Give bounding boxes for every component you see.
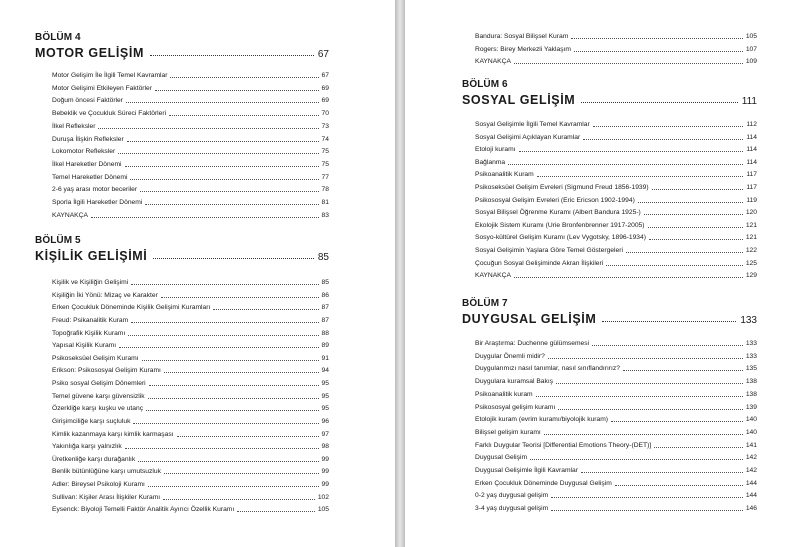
toc-entry-title: Bir Araştırma: Duchenne gülümsemesi [475, 340, 590, 347]
toc-entry[interactable] [475, 339, 757, 348]
toc-entry-page: 133 [745, 352, 757, 360]
toc-entry-title: Sosyal Bilişsel Öğrenme Kuramı (Albert Bandura 1925-) [475, 209, 641, 217]
toc-entry-title: Bağlanma [475, 158, 506, 166]
chapter-title: SOSYAL GELİŞİM [462, 93, 576, 107]
toc-entry[interactable] [52, 109, 329, 118]
toc-entry[interactable] [52, 147, 329, 156]
toc-entry-title: Erken Çocukluk Döneminde Kişilik Gelişimi Kuramları [52, 304, 211, 312]
toc-entry-title: Psikoseksüel Gelişim Kuramı [52, 354, 139, 362]
toc-entry-page: 139 [745, 403, 757, 411]
toc-entry-title: Psiko sosyal Gelişim Dönemleri [52, 380, 146, 388]
toc-entry-title: Psikoanalitik kuram [475, 390, 533, 398]
leader-dots [652, 189, 744, 190]
leader-dots [150, 55, 314, 56]
toc-entry-page: 119 [746, 196, 757, 204]
leader-dots [177, 436, 319, 437]
toc-entry-page: 138 [745, 378, 757, 386]
toc-entry[interactable] [475, 441, 757, 450]
toc-entry-page: 102 [317, 493, 329, 501]
toc-entry-title: Erikson: Psikososyal Gelişim Kuramı [52, 367, 161, 375]
toc-entry[interactable] [52, 442, 329, 451]
toc-entry-page: 74 [321, 135, 329, 143]
toc-entry-page: 112 [746, 121, 757, 128]
toc-entry-page: 96 [321, 417, 329, 425]
chapter-title: KİŞİLİK GELİŞİMİ [35, 249, 148, 263]
leader-dots [131, 284, 318, 285]
leader-dots [118, 153, 318, 154]
chapter-label: BÖLÜM 6 [462, 79, 508, 90]
leader-dots [169, 115, 318, 116]
toc-entry-page: 105 [317, 506, 329, 514]
toc-entry-title: Temel güvene karşı güvensizlik [52, 392, 145, 400]
toc-entry-page: 69 [321, 84, 329, 92]
leader-dots [537, 176, 744, 177]
right-page [405, 0, 800, 547]
leader-dots [508, 164, 743, 165]
toc-entry-title: KAYNAKÇA [475, 58, 511, 65]
chapter-page-number: 67 [317, 49, 329, 60]
toc-entry-title: Adler: Bireysel Psikoloji Kuramı [52, 481, 145, 489]
toc-entry[interactable] [475, 364, 757, 373]
toc-entry-title: Duygusal Gelişim [475, 454, 528, 462]
toc-entry-title: Temel Hareketler Dönemi [52, 173, 128, 181]
toc-entry-title: Farklı Duygular Teorisi [Differential Emotions Theory-(DET)] [475, 441, 652, 449]
chapter-page-number: 111 [741, 96, 757, 107]
left-page [0, 0, 395, 547]
toc-entry-page: 94 [321, 367, 329, 375]
leader-dots [130, 179, 318, 180]
toc-entry-title: Girişimciliğe karşı suçluluk [52, 417, 131, 425]
toc-entry[interactable] [52, 291, 329, 300]
leader-dots [571, 38, 743, 39]
toc-entry-page: 81 [321, 199, 329, 206]
toc-entry-title: 2-6 yaş arası motor beceriler [52, 186, 138, 194]
toc-entry[interactable] [475, 170, 757, 179]
toc-entry-title: Erken Çocukluk Döneminde Duygusal Gelişim [475, 479, 612, 487]
toc-entry[interactable] [475, 259, 757, 268]
toc-entry-title: Freud: Psikanalitik Kuram [52, 316, 129, 324]
toc-entry[interactable] [52, 71, 329, 80]
toc-entry[interactable] [52, 211, 329, 220]
toc-entry-page: 117 [746, 184, 757, 191]
toc-entry-title: Sullivan: Kişiler Arası İlişkiler Kuramı [52, 493, 161, 501]
leader-dots [131, 322, 318, 323]
leader-dots [626, 252, 743, 253]
toc-entry-title: Doğum öncesi Faktörler [52, 97, 123, 105]
toc-entry[interactable] [475, 504, 757, 513]
toc-entry[interactable] [475, 428, 757, 437]
toc-entry-page: 109 [745, 58, 757, 65]
toc-entry-page: 146 [745, 505, 757, 513]
leader-dots [536, 396, 743, 397]
toc-entry[interactable] [52, 379, 329, 388]
toc-entry-page: 144 [745, 479, 757, 487]
leader-dots [623, 370, 743, 371]
toc-entry[interactable] [475, 145, 757, 154]
toc-entry[interactable] [52, 185, 329, 194]
chapter-title-row[interactable] [35, 249, 329, 263]
toc-entry-page: 135 [745, 365, 757, 373]
leader-dots [237, 511, 315, 512]
leader-dots [140, 191, 318, 192]
toc-entry[interactable] [52, 455, 329, 464]
toc-entry-page: 129 [745, 272, 757, 280]
leader-dots [558, 409, 743, 410]
leader-dots [602, 321, 736, 322]
toc-entry-title: İlkel Hareketler Dönemi [52, 160, 122, 168]
chapter-label: BÖLÜM 4 [35, 32, 81, 43]
toc-entry[interactable] [52, 341, 329, 350]
toc-entry-page: 107 [745, 45, 757, 53]
toc-entry[interactable] [475, 491, 757, 500]
toc-entry[interactable] [52, 160, 329, 169]
toc-entry-page: 75 [321, 160, 329, 168]
toc-entry-page: 95 [321, 405, 329, 413]
toc-entry-title: Eysenck: Biyoloji Temelli Faktör Analitik Ayırıcı Özellik Kuramı [52, 506, 235, 514]
chapter-title: MOTOR GELİŞİM [35, 46, 144, 60]
toc-entry[interactable] [52, 430, 329, 439]
toc-entry[interactable] [52, 278, 329, 287]
toc-entry[interactable] [52, 354, 329, 363]
toc-entry-page: 114 [746, 158, 757, 166]
toc-entry-title: Duygularımızı nasıl tanımlar, nasıl sınıflandırırız? [475, 365, 620, 373]
toc-entry-title: Üretkenliğe karşı durağanlık [52, 455, 136, 463]
toc-entry-page: 88 [321, 329, 329, 337]
toc-entry-page: 86 [321, 291, 329, 299]
toc-entry-page: 120 [745, 209, 757, 217]
toc-entry[interactable] [52, 96, 329, 105]
toc-entry-title: Duygular Önemli midir? [475, 352, 545, 360]
toc-entry-page: 140 [745, 416, 757, 424]
leader-dots [592, 345, 743, 346]
toc-entry[interactable] [52, 417, 329, 426]
toc-entry-page: 87 [321, 316, 329, 324]
toc-entry-page: 105 [745, 33, 757, 40]
toc-entry[interactable] [52, 84, 329, 93]
toc-entry-title: Duygusal Gelişimle İlgili Kavramlar [475, 467, 578, 474]
leader-dots [551, 510, 743, 511]
toc-entry[interactable] [52, 392, 329, 401]
toc-entry-title: Etolojik kuram (evrim kuramı/biyolojik kuram) [475, 416, 609, 424]
toc-entry[interactable] [475, 208, 757, 217]
toc-entry[interactable] [52, 480, 329, 489]
toc-entry[interactable] [52, 505, 329, 514]
toc-entry-page: 83 [321, 211, 329, 219]
leader-dots [551, 497, 743, 498]
leader-dots [583, 139, 743, 140]
chapter-label: BÖLÜM 7 [462, 298, 508, 309]
leader-dots [146, 410, 318, 411]
toc-entry-page: 85 [321, 279, 329, 286]
chapter-title-row[interactable] [462, 93, 757, 107]
leader-dots [548, 358, 743, 359]
leader-dots [145, 204, 318, 205]
toc-entry[interactable] [52, 493, 329, 502]
leader-dots [213, 309, 318, 310]
toc-entry-title: Psikososyal gelişim kuramı [475, 403, 556, 411]
leader-dots [164, 372, 319, 373]
toc-entry-title: Motor Gelişim İle İlgili Temel Kavramlar [52, 72, 168, 79]
toc-entry-title: Rogers: Birey Merkezli Yaklaşım [475, 45, 572, 53]
toc-entry-page: 122 [745, 247, 757, 254]
toc-entry-page: 95 [321, 392, 329, 400]
leader-dots [155, 90, 319, 91]
toc-entry[interactable] [475, 133, 757, 142]
toc-entry[interactable] [52, 316, 329, 325]
toc-entry[interactable] [475, 45, 757, 54]
toc-entry[interactable] [475, 415, 757, 424]
toc-entry-title: Sosyo-kültürel Gelişim Kuramı (Lev Vygotsky, 1896-1934) [475, 234, 646, 242]
toc-entry[interactable] [52, 467, 329, 476]
leader-dots [638, 202, 744, 203]
toc-entry[interactable] [475, 390, 757, 399]
chapter-title-row[interactable] [462, 312, 757, 326]
chapter-page-number: 133 [740, 315, 757, 326]
toc-entry-page: 69 [321, 97, 329, 105]
toc-entry-page: 99 [321, 455, 329, 463]
toc-entry-title: 3-4 yaş duygusal gelişim [475, 505, 549, 513]
toc-entry-title: Sosyal Gelişimi Açıklayan Kuramlar [475, 133, 581, 141]
toc-entry-title: Özerkliğe karşı kuşku ve utanç [52, 405, 144, 413]
toc-entry-page: 125 [745, 259, 757, 267]
leader-dots [556, 383, 743, 384]
toc-entry[interactable] [475, 57, 757, 66]
leader-dots [138, 461, 318, 462]
leader-dots [142, 360, 319, 361]
leader-dots [514, 63, 743, 64]
leader-dots [574, 51, 743, 52]
toc-entry-page: 141 [745, 441, 757, 449]
toc-entry-page: 95 [321, 380, 329, 388]
toc-entry-page: 70 [321, 110, 329, 118]
toc-entry[interactable] [52, 122, 329, 131]
leader-dots [125, 448, 319, 449]
toc-entry-title: Ekolojik Sistem Kuramı (Urie Bronfenbrenner 1917-2005) [475, 221, 645, 229]
chapter-title: DUYGUSAL GELİŞİM [462, 312, 597, 326]
toc-entry-title: Duruşa İlişkin Refleksler [52, 135, 124, 143]
leader-dots [153, 258, 313, 259]
leader-dots [544, 434, 743, 435]
toc-entry-page: 97 [321, 430, 329, 438]
toc-entry-page: 114 [746, 146, 757, 154]
toc-entry-page: 121 [745, 234, 757, 242]
toc-entry-title: Yakınlığa karşı yalnızlık [52, 443, 122, 451]
toc-entry-title: İlkel Refleksler [52, 122, 96, 130]
toc-entry-title: Bandura: Sosyal Bilişsel Kuram [475, 33, 569, 40]
toc-entry[interactable] [475, 403, 757, 412]
toc-entry-title: KAYNAKÇA [475, 272, 511, 280]
toc-entry-page: 91 [321, 354, 329, 362]
toc-entry-page: 114 [746, 133, 757, 141]
toc-entry[interactable] [475, 32, 757, 41]
leader-dots [530, 459, 743, 460]
toc-entry-page: 99 [321, 468, 329, 476]
toc-entry[interactable] [52, 404, 329, 413]
leader-dots [593, 126, 744, 127]
leader-dots [98, 128, 318, 129]
leader-dots [128, 335, 318, 336]
leader-dots [164, 473, 319, 474]
toc-entry-page: 144 [745, 492, 757, 500]
chapter-label: BÖLÜM 5 [35, 235, 81, 246]
leader-dots [91, 217, 319, 218]
toc-entry[interactable] [475, 183, 757, 192]
toc-entry[interactable] [475, 246, 757, 255]
chapter-page-number: 85 [317, 252, 329, 263]
leader-dots [519, 151, 744, 152]
toc-entry[interactable] [475, 233, 757, 242]
toc-entry-title: Duygulara kuramsal Bakış [475, 378, 554, 386]
leader-dots [163, 499, 315, 500]
toc-entry-title: Bilişsel gelişim kuramı [475, 428, 541, 436]
toc-entry[interactable] [475, 158, 757, 167]
toc-entry-page: 77 [321, 173, 329, 181]
leader-dots [161, 297, 319, 298]
toc-entry-title: Kişiliğin İki Yönü: Mizaç ve Karakter [52, 291, 158, 299]
toc-entry-title: Sporla İlgili Hareketler Dönemi [52, 199, 143, 206]
toc-entry-page: 121 [745, 221, 757, 229]
chapter-title-row[interactable] [35, 46, 329, 60]
toc-entry[interactable] [52, 135, 329, 144]
leader-dots [170, 77, 318, 78]
toc-entry-title: Etoloji kuramı [475, 146, 516, 154]
toc-entry[interactable] [475, 221, 757, 230]
leader-dots [615, 485, 743, 486]
leader-dots [654, 447, 743, 448]
toc-entry-page: 142 [745, 454, 757, 462]
toc-entry[interactable] [475, 453, 757, 462]
leader-dots [125, 166, 319, 167]
toc-entry-title: Benlik bütünlüğüne karşı umutsuzluk [52, 468, 161, 476]
leader-dots [119, 347, 318, 348]
toc-entry-title: Topoğrafik Kişilik Kuramı [52, 329, 126, 337]
leader-dots [649, 239, 743, 240]
toc-entry-page: 67 [321, 72, 329, 79]
leader-dots [127, 141, 319, 142]
toc-entry[interactable] [475, 352, 757, 361]
leader-dots [514, 277, 743, 278]
toc-entry-title: 0-2 yaş duygusal gelişim [475, 492, 549, 500]
toc-entry-page: 98 [321, 443, 329, 451]
toc-entry-title: Sosyal Gelişimle İlgili Temel Kavramlar [475, 121, 590, 128]
toc-entry-page: 140 [745, 428, 757, 436]
toc-entry-title: Psikososyal Gelişim Evreleri (Eric Ericson 1902-1994) [475, 196, 635, 204]
toc-entry[interactable] [475, 377, 757, 386]
toc-entry-page: 133 [745, 340, 757, 347]
toc-entry-title: Sosyal Gelişimin Yaşlara Göre Temel Göstergeleri [475, 247, 623, 254]
toc-entry-title: Lokomotor Refleksler [52, 148, 116, 156]
toc-entry-title: Kişilik ve Kişiliğin Gelişimi [52, 279, 129, 286]
leader-dots [581, 102, 738, 103]
leader-dots [149, 385, 319, 386]
leader-dots [611, 421, 743, 422]
toc-entry-page: 87 [321, 304, 329, 312]
toc-entry-title: Çocuğun Sosyal Gelişiminde Akran İlişkileri [475, 259, 604, 267]
toc-entry-title: Bebeklik ve Çocukluk Süreci Faktörleri [52, 110, 167, 118]
toc-entry-page: 89 [321, 342, 329, 350]
toc-entry[interactable] [475, 466, 757, 475]
book-spine-gutter [395, 0, 405, 547]
leader-dots [648, 227, 743, 228]
toc-entry[interactable] [475, 479, 757, 488]
leader-dots [126, 102, 319, 103]
toc-entry-page: 117 [746, 171, 757, 179]
toc-entry[interactable] [475, 271, 757, 280]
leader-dots [644, 214, 743, 215]
leader-dots [148, 398, 319, 399]
toc-entry-page: 78 [321, 186, 329, 194]
toc-entry-page: 142 [745, 467, 757, 474]
leader-dots [581, 472, 743, 473]
toc-entry-page: 73 [321, 122, 329, 130]
toc-entry[interactable] [52, 198, 329, 207]
toc-entry-title: Motor Gelişimi Etkileyen Faktörler [52, 84, 152, 92]
toc-entry-title: Kimlik kazanmaya karşı kimlik karmaşası [52, 430, 174, 438]
toc-entry[interactable] [52, 329, 329, 338]
toc-entry[interactable] [475, 196, 757, 205]
toc-entry-title: Psikoanalitik Kuram [475, 171, 534, 179]
toc-entry-page: 138 [745, 390, 757, 398]
toc-entry-title: KAYNAKÇA [52, 211, 88, 219]
leader-dots [606, 265, 743, 266]
toc-entry-title: Psikoseksüel Gelişim Evreleri (Sigmund Freud 1856-1939) [475, 184, 649, 191]
leader-dots [133, 423, 318, 424]
toc-entry[interactable] [52, 366, 329, 375]
toc-entry-page: 99 [321, 481, 329, 489]
toc-entry-title: Yapısal Kişilik Kuramı [52, 342, 117, 350]
toc-entry-page: 75 [321, 148, 329, 156]
toc-entry[interactable] [52, 173, 329, 182]
toc-entry[interactable] [52, 303, 329, 312]
toc-entry[interactable] [475, 120, 757, 129]
leader-dots [148, 486, 319, 487]
